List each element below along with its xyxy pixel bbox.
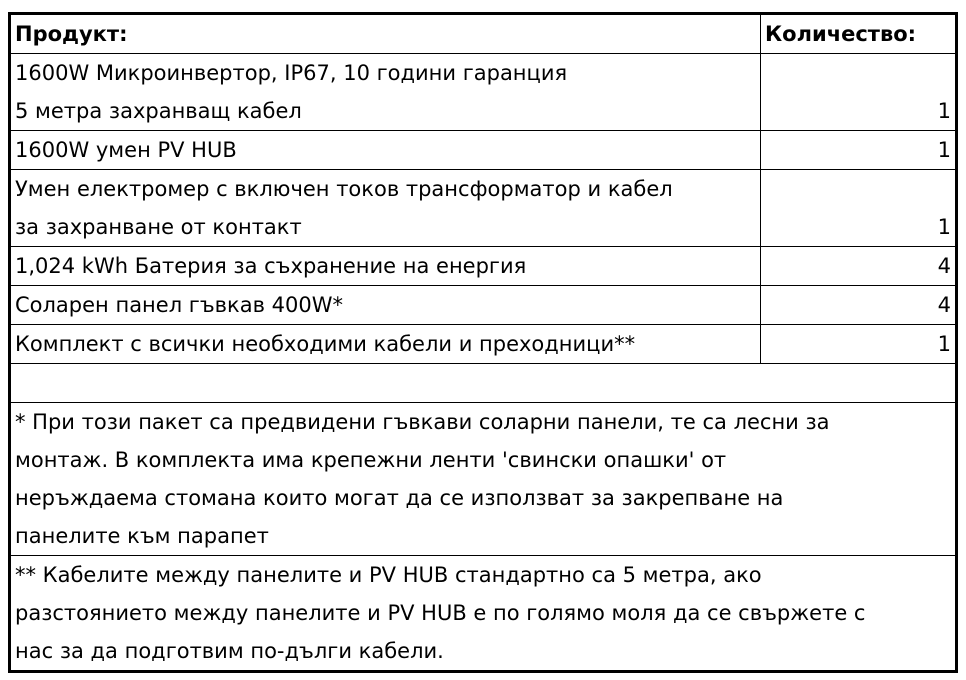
note-line: неръждаема стомана които могат да се използват за закрепване на (15, 486, 784, 510)
product-line: 5 метра захранващ кабел (15, 99, 302, 123)
spreadsheet-table (8, 12, 958, 673)
note-line: ** Кабелите между панелите и PV HUB стандартно са 5 метра, ако (15, 563, 762, 587)
note-row (11, 403, 956, 556)
note-row (11, 556, 956, 671)
header-product[interactable]: Продукт: (11, 15, 761, 54)
header-row (11, 15, 956, 54)
product-line: 1,024 kWh Батерия за съхранение на енергия (15, 254, 527, 278)
product-line: Соларен панел гъвкав 400W* (15, 293, 344, 317)
product-line: за захранване от контакт (15, 215, 302, 239)
product-line: Комплект с всички необходими кабели и преходници** (15, 332, 636, 356)
table-row (11, 325, 956, 364)
quantity-cell[interactable]: 4 (761, 286, 956, 325)
product-line: 1600W умен PV HUB (15, 138, 237, 162)
table-row (11, 247, 956, 286)
product-cell[interactable] (11, 247, 761, 286)
note-cell-panels[interactable] (11, 403, 956, 556)
product-cell[interactable] (11, 131, 761, 170)
product-table (10, 14, 956, 671)
product-cell[interactable] (11, 325, 761, 364)
header-quantity[interactable]: Количество: (761, 15, 956, 54)
table-row (11, 286, 956, 325)
quantity-cell[interactable]: 1 (761, 325, 956, 364)
empty-cell[interactable] (11, 364, 956, 403)
table-row (11, 54, 956, 131)
table-row (11, 170, 956, 247)
quantity-cell[interactable]: 1 (761, 131, 956, 170)
note-line: * При този пакет са предвидени гъвкави соларни панели, те са лесни за (15, 410, 830, 434)
note-line: нас за да подготвим по-дълги кабели. (15, 639, 444, 663)
quantity-cell[interactable]: 1 (761, 170, 956, 247)
product-line: 1600W Микроинвертор, IP67, 10 години гаранция (15, 61, 568, 85)
empty-row (11, 364, 956, 403)
table-row (11, 131, 956, 170)
product-cell[interactable] (11, 170, 761, 247)
product-cell[interactable] (11, 286, 761, 325)
note-cell-cables[interactable] (11, 556, 956, 671)
note-line: панелите към парапет (15, 524, 269, 548)
quantity-cell[interactable]: 1 (761, 54, 956, 131)
note-line: монтаж. В комплекта има крепежни ленти 'свински опашки' от (15, 448, 727, 472)
product-line: Умен електромер с включен токов трансформатор и кабел (15, 177, 673, 201)
product-cell[interactable] (11, 54, 761, 131)
note-line: разстоянието между панелите и PV HUB е по голямо моля да се свържете с (15, 601, 866, 625)
quantity-cell[interactable]: 4 (761, 247, 956, 286)
